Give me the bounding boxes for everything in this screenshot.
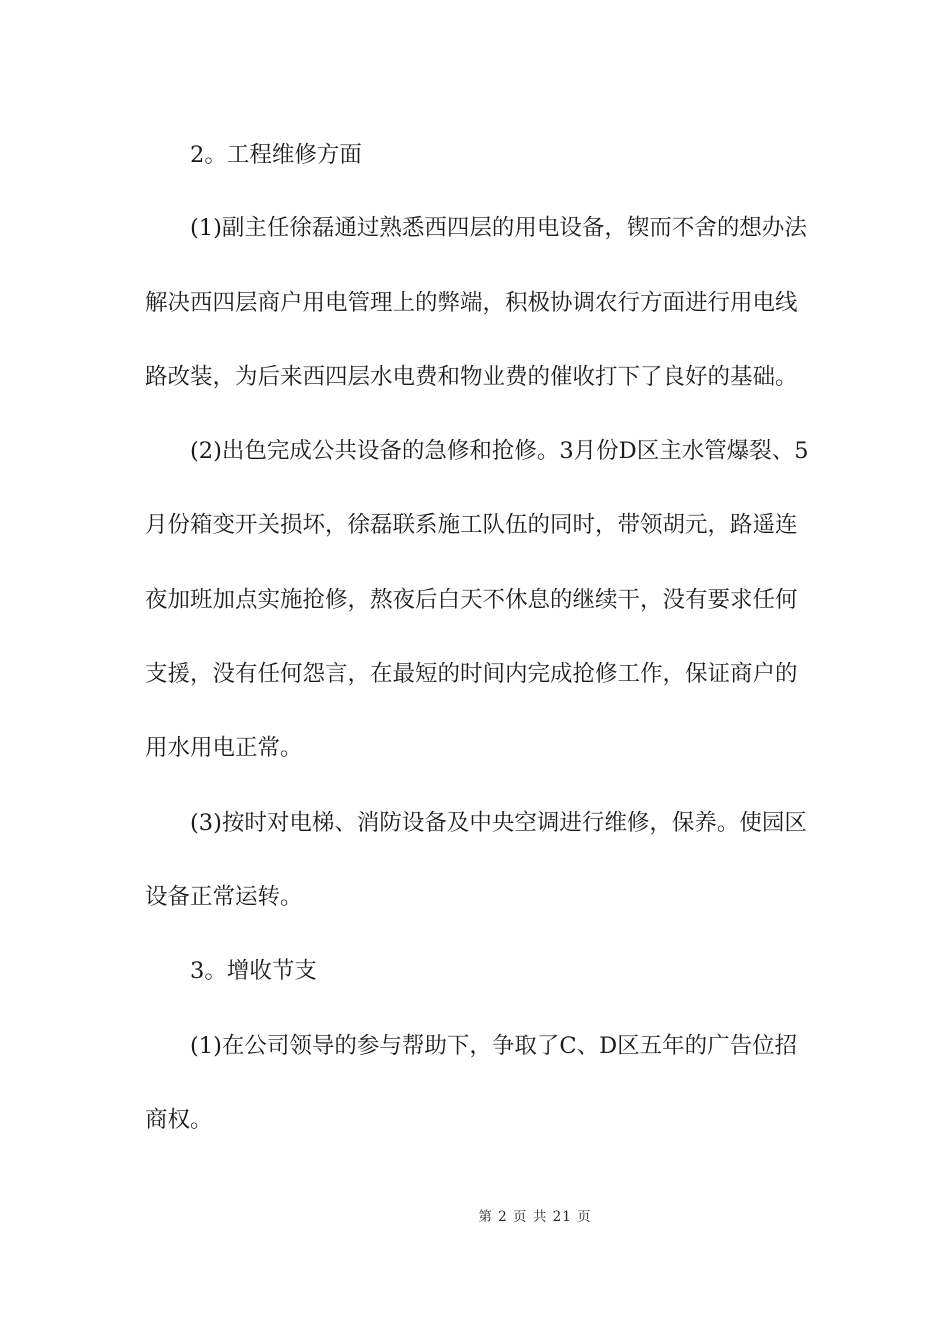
paragraph-line: 支援，没有任何怨言，在最短的时间内完成抢修工作，保证商户的 <box>145 661 798 687</box>
paragraph-line: 解决西四层商户用电管理上的弊端，积极协调农行方面进行用电线 <box>145 290 798 316</box>
page-number: 第 2 页 共 21 页 <box>478 1209 592 1225</box>
paragraph-line: 月份箱变开关损坏，徐磊联系施工队伍的同时，带领胡元，路遥连 <box>145 512 798 538</box>
paragraph-line: 设备正常运转。 <box>145 884 303 910</box>
paragraph-line: 商权。 <box>145 1107 213 1133</box>
paragraph-line: 夜加班加点实施抢修，熬夜后白天不休息的继续干，没有要求任何 <box>145 587 798 613</box>
paragraph-line: (2)出色完成公共设备的急修和抢修。3月份D区主水管爆裂、5 <box>190 438 809 464</box>
paragraph-line: 用水用电正常。 <box>145 735 303 761</box>
section-heading-revenue: 3。增收节支 <box>190 958 317 984</box>
paragraph-line: (1)副主任徐磊通过熟悉西四层的用电设备，锲而不舍的想办法 <box>190 215 807 241</box>
paragraph-line: (1)在公司领导的参与帮助下，争取了C、D区五年的广告位招 <box>190 1033 798 1059</box>
paragraph-line: 路改装，为后来西四层水电费和物业费的催收打下了良好的基础。 <box>145 364 798 390</box>
paragraph-line: (3)按时对电梯、消防设备及中央空调进行维修，保养。使园区 <box>190 810 807 836</box>
section-heading-engineering: 2。工程维修方面 <box>190 142 362 168</box>
